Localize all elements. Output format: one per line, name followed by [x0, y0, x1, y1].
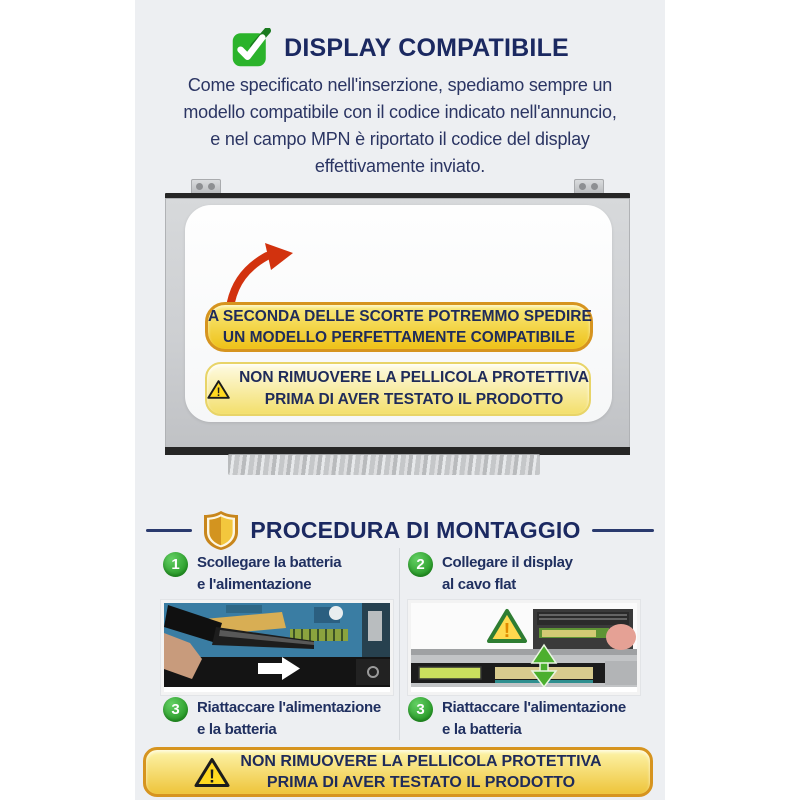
stock-warning-box: [205, 302, 593, 352]
warning-glyph: !: [209, 766, 216, 786]
step-item-3-right: [408, 697, 626, 741]
step-label-line: Collegare il display: [442, 554, 573, 571]
connector-photo-art: [411, 603, 637, 687]
procedure-header: [135, 510, 665, 551]
foil-strip: [228, 454, 540, 475]
intro-line: effettivamente inviato.: [314, 156, 486, 176]
step-label-line: Scollegare la batteria: [197, 554, 342, 571]
step-label-line: al cavo flat: [442, 576, 516, 593]
step-label-line: Riattaccare l'alimentazione: [197, 699, 381, 716]
bracket-hole: [208, 183, 215, 190]
step-label: [197, 697, 381, 741]
footer-warning-box: [143, 747, 653, 797]
step-number-badge: 3: [163, 697, 188, 722]
warning-triangle-icon: [207, 375, 230, 404]
svg-text:!: !: [503, 620, 511, 642]
check-icon: [231, 28, 271, 68]
step-item-2: [408, 552, 573, 596]
stock-warning-line: UN MODELLO PERFETTAMENTE COMPATIBILE: [222, 329, 576, 346]
footer-warning-line: NON RIMUOVERE LA PELLICOLA PROTETTIVA: [240, 753, 602, 770]
film-warning-line: NON RIMUOVERE LA PELLICOLA PROTETTIVA: [239, 369, 589, 386]
footer-warning-text: [240, 751, 601, 793]
stock-warning-line: A SECONDA DELLE SCORTE POTREMMO SPEDIRE: [208, 308, 592, 325]
content-column: [135, 0, 665, 800]
divider-line-right: [592, 529, 654, 532]
film-warning-text: [239, 367, 589, 411]
battery-photo-art: [164, 603, 390, 687]
step-label-line: Riattaccare l'alimentazione: [442, 699, 626, 716]
step-number-badge: 2: [408, 552, 433, 577]
page-title: DISPLAY COMPATIBILE: [284, 33, 569, 62]
step-label: [442, 552, 573, 596]
step-photo-connector: [408, 600, 640, 695]
step-label: [197, 552, 341, 596]
step-label-line: e la batteria: [197, 721, 277, 738]
warning-triangle-icon: [194, 756, 230, 789]
shield-icon: [203, 510, 239, 551]
step-item-1: [163, 552, 341, 596]
lcd-panel-figure: [165, 178, 630, 478]
intro-paragraph: [135, 72, 665, 180]
film-warning-box: [205, 362, 591, 416]
curved-arrow-icon: [221, 242, 295, 304]
step-label: [442, 697, 626, 741]
footer-warning-line: PRIMA DI AVER TESTATO IL PRODOTTO: [266, 774, 576, 791]
bracket-hole: [591, 183, 598, 190]
intro-line: modello compatibile con il codice indicato nell'annuncio,: [183, 102, 617, 122]
step-number-badge: 3: [408, 697, 433, 722]
procedure-title: PROCEDURA DI MONTAGGIO: [250, 517, 581, 543]
bracket-hole: [196, 183, 203, 190]
step-label-line: e la batteria: [442, 721, 522, 738]
header: [135, 28, 665, 68]
divider-line-left: [146, 529, 192, 532]
warning-glyph: !: [216, 386, 221, 399]
step-photo-battery: [161, 600, 393, 695]
step-label-line: e l'alimentazione: [197, 576, 312, 593]
intro-line: Come specificato nell'inserzione, spediamo sempre un: [187, 75, 613, 95]
column-divider: [399, 548, 400, 740]
step-number-badge: 1: [163, 552, 188, 577]
step-item-3-left: [163, 697, 381, 741]
film-warning-line: PRIMA DI AVER TESTATO IL PRODOTTO: [264, 391, 564, 408]
bracket-hole: [579, 183, 586, 190]
intro-line: e nel campo MPN è riportato il codice del display: [210, 129, 590, 149]
